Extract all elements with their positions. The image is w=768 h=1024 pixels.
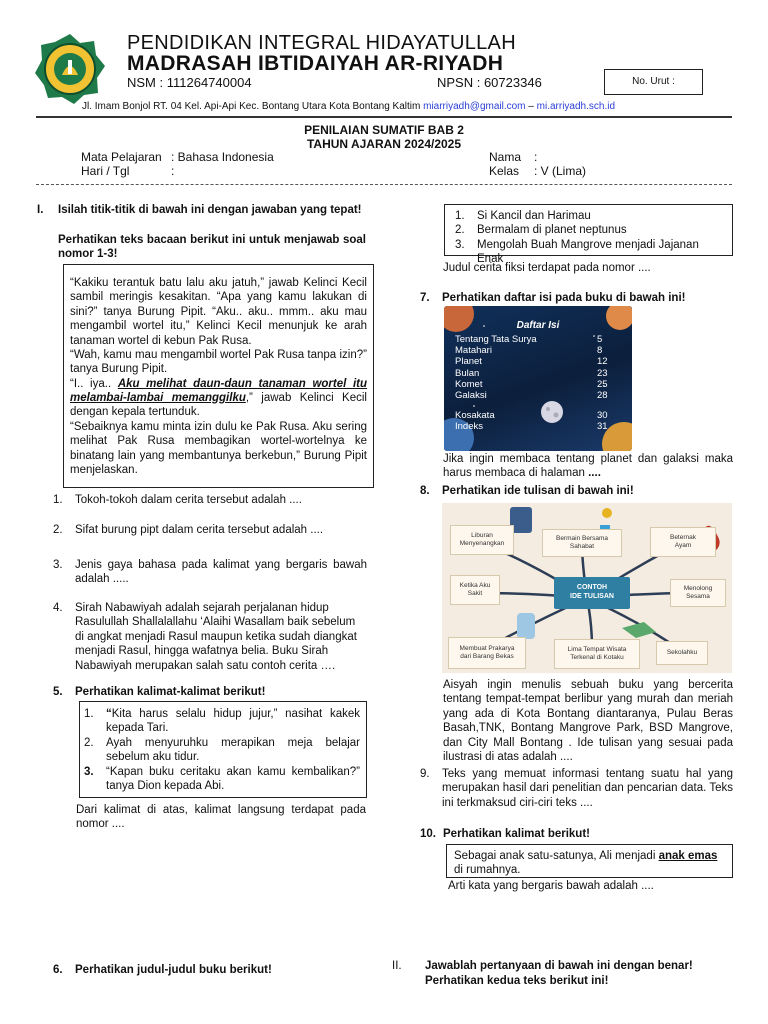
book-title-2 — [455, 223, 728, 237]
toc-entry: Tentang Tata Surya — [455, 334, 537, 345]
question-text: Perhatikan ide tulisan di bawah ini! — [442, 485, 634, 497]
idea-text: Lima Tempat Wisata — [567, 645, 627, 653]
question-number: 10. — [420, 828, 436, 840]
exam-title: PENILAIAN SUMATIF BAB 2 — [304, 123, 464, 137]
question-2 — [53, 523, 367, 537]
writing-ideas-illustration — [442, 503, 732, 673]
idea-text: Bermain Bersama — [555, 534, 609, 542]
sentence-number: 1. — [84, 708, 94, 720]
question-3 — [53, 558, 367, 587]
sentence-text: “Kapan buku ceritaku akan kamu kembalikan?” tanya Dion kepada Abi. — [106, 765, 360, 792]
question-7-ask — [443, 452, 733, 481]
question-number: 8. — [420, 485, 430, 497]
question-text: Perhatikan kalimat berikut! — [443, 828, 590, 840]
question-number: 5. — [53, 686, 63, 698]
question-text: Perhatikan judul-judul buku berikut! — [75, 964, 272, 976]
idea-box — [542, 529, 622, 557]
story-box — [63, 264, 374, 488]
sentence-2 — [84, 736, 360, 765]
idea-text: Terkenal di Kotaku — [570, 654, 624, 661]
story-paragraph-3 — [70, 377, 367, 420]
sentences-box — [79, 701, 367, 798]
toc-row — [455, 345, 619, 356]
toc-page: 5 — [597, 334, 603, 345]
no-urut-box: No. Urut : — [604, 69, 703, 95]
toc-page: 31 — [597, 421, 608, 433]
kelas-value: : V (Lima) — [534, 164, 587, 178]
center-line-1: CONTOH — [576, 584, 608, 592]
question-number: 6. — [53, 964, 63, 976]
toc-row — [455, 410, 619, 421]
question-text: Sirah Nabawiyah adalah sejarah perjalanan hidup Rasulullah Shallalallahu ‘Alaihi Wasallam baik sebelum di angkat menjadi Rasul maupun ketika sudah diangkat menjadi Rasul, hingga wafatnya belia. Buku Sirah Nabawiyah merupakan salah satu contoh cerita …. — [75, 602, 357, 672]
story-paragraph-4: “Sebaiknya kamu minta izin dulu ke Pak Rusa. Aku sering melihat Pak Rusa membagikan wortel-wortelnya ke binatang lain yang membantunya berkebun,” Burung Pipit menjelaskan. — [70, 420, 367, 476]
idea-text: Beternak — [669, 533, 697, 541]
item-text: Bermalam di planet neptunus — [477, 224, 627, 237]
sentence-start: Sebagai anak satu-satunya, Ali menjadi — [454, 850, 659, 862]
email-link[interactable]: miarriyadh@gmail.com — [423, 101, 526, 112]
school-name: MADRASAH IBTIDAIYAH AR-RIYADH — [127, 52, 504, 75]
sentence-10-box — [446, 844, 733, 878]
question-number: 4. — [53, 602, 63, 614]
book-title-1 — [455, 209, 728, 223]
toc-row — [455, 390, 619, 401]
idea-box — [448, 637, 526, 669]
question-4 — [53, 601, 367, 673]
item-number: 2. — [455, 224, 465, 237]
question-number: 2. — [53, 524, 63, 536]
toc-title: Daftar Isi — [516, 320, 560, 331]
nsm-number: NSM : 111264740004 — [127, 75, 252, 90]
sentence-end: di rumahnya. — [454, 864, 521, 877]
exam-year: TAHUN AJARAN 2024/2025 — [306, 137, 462, 151]
question-1 — [53, 493, 367, 507]
idea-text: Membuat Prakarya — [459, 644, 515, 652]
idea-text: Sekolahku — [666, 648, 698, 656]
idea-text: Menolong — [683, 584, 713, 592]
section2-subinstruction: Perhatikan kedua teks berikut ini! — [425, 975, 609, 987]
toc-row — [455, 368, 619, 379]
toc-page: 25 — [597, 378, 608, 390]
hari-label: Hari / Tgl — [81, 164, 130, 178]
story-paragraph-1: “Kakiku terantuk batu lalu aku jatuh,” jawab Kelinci Kecil sambil meringis kesakitan. “Apa yang kamu lakukan di sini?” tanya Burung Pipit. “Aku.. aku.. mmm.. aku mau mengambil wortel itu,” Kelinci Kecil menunjuk ke arah tanaman wortel di kebun Pak Rusa. — [70, 277, 367, 347]
toc-entry: Indeks — [455, 421, 483, 433]
toc-row — [455, 379, 619, 390]
ideas-center-label — [554, 577, 630, 609]
idea-box — [650, 527, 716, 557]
nama-label: Nama — [489, 150, 522, 164]
sentence-number: 3. — [84, 765, 94, 778]
website-link[interactable]: mi.arriyadh.sch.id — [536, 101, 615, 112]
section1-instruction: Isilah titik-titik di bawah ini dengan jawaban yang tepat! — [58, 204, 362, 216]
item-number: 3. — [455, 238, 465, 251]
reading-intro: Perhatikan teks bacaan berikut ini untuk menjawab soal nomor 1-3! — [58, 234, 366, 261]
question-number: 7. — [420, 292, 430, 304]
question-text: Teks yang memuat informasi tentang suatu hal yang merupakan hasil dari penelitian dan pencarian data. Teks ini terkmaksud ciri-ciri teks .... — [442, 768, 733, 809]
toc-entry: Bulan — [455, 367, 480, 379]
idea-text: Ayam — [674, 542, 692, 549]
toc-row — [455, 334, 619, 345]
underlined-sentence: Aku melihat daun-daun tanaman wortel itu melambai-lambai memanggilku — [70, 377, 368, 404]
mapel-label: Mata Pelajaran — [81, 150, 162, 164]
idea-box — [450, 525, 514, 555]
sentence-body: Kita harus selalu hidup jujur,” nasihat kakek kepada Tari. — [106, 708, 360, 735]
item-number: 1. — [455, 210, 465, 222]
question-6-title — [53, 963, 367, 977]
toc-page: 12 — [597, 356, 608, 368]
sentence-number: 2. — [84, 736, 94, 749]
idea-text: Ketika Aku — [459, 581, 491, 589]
question-5-ask: Dari kalimat di atas, kalimat langsung terdapat pada nomor .... — [76, 804, 366, 831]
idea-text: Liburan — [471, 531, 493, 539]
story-paragraph-2: “Wah, kamu mau mengambil wortel Pak Rusa tanpa izin?” tanya Burung Pipit. — [70, 348, 367, 376]
toc-page: 28 — [597, 390, 608, 402]
question-text: Perhatikan kalimat-kalimat berikut! — [75, 686, 266, 698]
question-5-title — [53, 685, 367, 699]
toc-row — [455, 421, 619, 432]
opening-quote: “ — [106, 708, 112, 720]
idea-box — [450, 575, 500, 605]
item-text: Mengolah Buah Mangrove menjadi Jajanan Enak — [477, 238, 699, 266]
answer-blank: .... — [588, 467, 601, 480]
idea-box — [656, 641, 708, 665]
book-titles-box — [444, 204, 733, 266]
section2-instruction: Jawablah pertanyaan di bawah ini dengan benar! — [425, 960, 693, 972]
nama-value: : — [534, 150, 538, 164]
question-8-title — [420, 484, 734, 498]
toc-page: 30 — [597, 410, 608, 422]
question-number: 9. — [420, 768, 430, 780]
idea-box — [670, 579, 726, 607]
sentence-3 — [84, 765, 360, 794]
story-p3-start: “I.. iya.. — [70, 377, 118, 390]
section-divider — [36, 184, 732, 185]
school-address — [82, 101, 615, 114]
toc-page: 8 — [597, 345, 603, 357]
question-7-title — [420, 291, 734, 305]
mapel-value: : Bahasa Indonesia — [171, 150, 274, 164]
header-divider — [36, 116, 732, 118]
toc-entry: Matahari — [455, 345, 492, 357]
idea-text: Menyenangkan — [459, 540, 505, 547]
question-text: Tokoh-tokoh dalam cerita tersebut adalah .... — [75, 494, 302, 506]
question-text: Jika ingin membaca tentang planet dan galaksi maka harus membaca di halaman — [443, 453, 733, 480]
question-9 — [420, 767, 733, 810]
story-p3-end: ,” jawab Kelinci Kecil dengan kepala tertunduk. — [70, 392, 367, 419]
section1-number: I. — [37, 204, 44, 216]
question-text: Perhatikan daftar isi pada buku di bawah ini! — [442, 292, 686, 304]
school-logo — [34, 33, 106, 105]
question-10-ask: Arti kata yang bergaris bawah adalah .... — [448, 880, 654, 892]
toc-list — [455, 334, 619, 433]
hari-value: : — [171, 164, 175, 178]
question-number: 3. — [53, 559, 63, 571]
toc-entry: Planet — [455, 356, 482, 368]
question-text: Sifat burung pipt dalam cerita tersebut adalah .... — [75, 524, 324, 536]
toc-entry: Galaksi — [455, 390, 487, 402]
kelas-label: Kelas — [489, 164, 520, 178]
sentence-text: Ayah menyuruhku merapikan meja belajar sebelum aku tidur. — [106, 736, 360, 764]
school-foundation-name: PENDIDIKAN INTEGRAL HIDAYATULLAH — [127, 32, 516, 54]
idea-text: dari Barang Bekas — [460, 653, 514, 660]
toc-row — [455, 356, 619, 367]
sentence-1 — [84, 707, 360, 736]
idea-text: Sesama — [686, 593, 710, 600]
toc-page: 23 — [597, 367, 608, 379]
address-separator: – — [525, 101, 537, 112]
npsn-number: NPSN : 60723346 — [437, 75, 542, 90]
table-of-contents-image — [444, 306, 632, 451]
question-number: 1. — [53, 494, 63, 506]
item-text: Si Kancil dan Harimau — [477, 210, 591, 222]
idea-box — [554, 639, 640, 669]
section2-number: II. — [392, 960, 402, 972]
idea-text: Sahabat — [569, 543, 595, 550]
question-text: Jenis gaya bahasa pada kalimat yang bergaris bawah adalah ..... — [75, 559, 367, 586]
idea-text: Sakit — [467, 590, 483, 597]
toc-entry: Kosakata — [455, 410, 495, 422]
address-text: Jl. Imam Bonjol RT. 04 Kel. Api-Api Kec. Bontang Utara Kota Bontang Kaltim — [82, 101, 424, 112]
toc-entry: Komet — [455, 378, 483, 390]
sentence-text — [106, 707, 360, 736]
center-line-2: IDE TULISAN — [570, 593, 614, 600]
question-8-ask: Aisyah ingin menulis sebuah buku yang bercerita tentang tempat-tempat berlibur yang murah dan meriah yang ada di Kota Bontang diantaranya, Pulau Beras Basah,TNK, Bontang Mangrove Park, BSD Mangrove, dan City Mall Bontang . Ide tulisan yang sesuai pada ilustrasi di atas adalah .... — [443, 679, 733, 763]
underlined-phrase: anak emas — [658, 850, 718, 862]
question-10-title — [420, 827, 734, 841]
question-6-ask: Judul cerita fiksi terdapat pada nomor .... — [443, 262, 651, 274]
